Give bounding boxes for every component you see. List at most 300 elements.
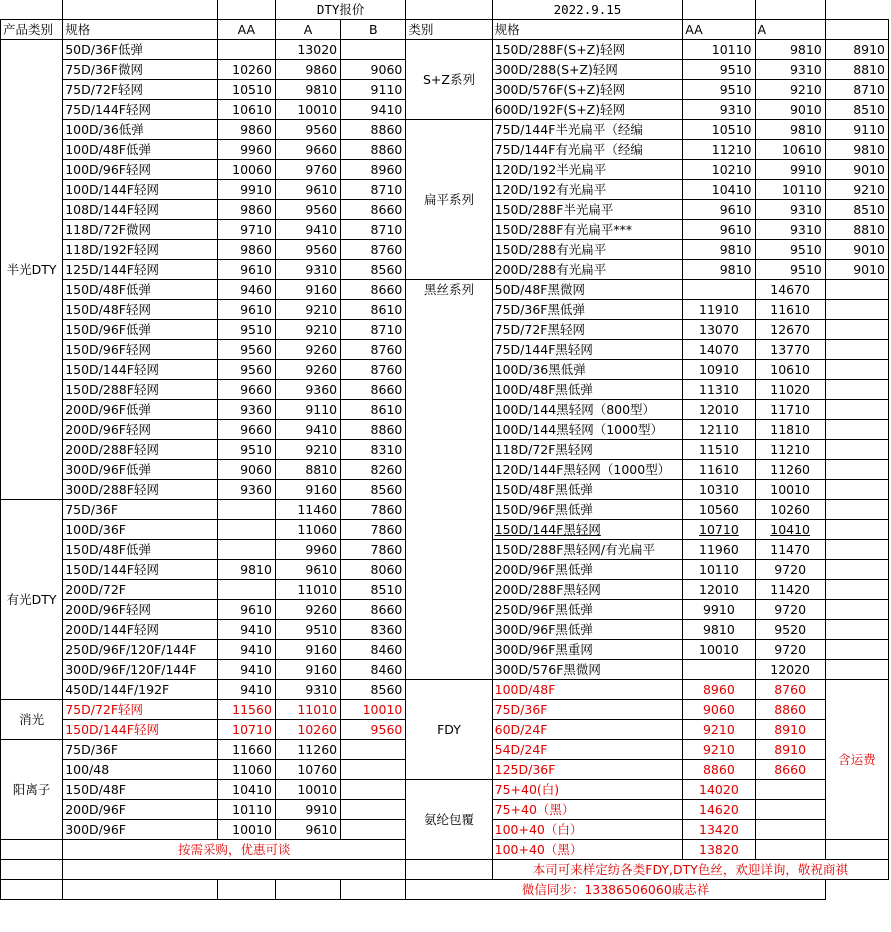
right-price-a-text: 9720 (774, 562, 807, 577)
left-price-a: 11010 (275, 700, 340, 720)
right-price-a-text: 9720 (774, 642, 807, 657)
right-price-b (825, 580, 888, 600)
right-spec-text: 120D/144F黑轻网（1000型） (494, 462, 671, 477)
right-spec-text: 75+40(白) (494, 782, 560, 797)
right-price-aa (683, 800, 755, 820)
right-price-a (755, 520, 825, 540)
left-price-b: 8560 (341, 680, 406, 700)
right-spec-text: 150D/288有光扁平 (494, 242, 607, 257)
table-row (1, 780, 889, 800)
left-price-b (341, 780, 406, 800)
left-spec: 250D/96F/120F/144F (63, 640, 218, 660)
right-spec-text: 100D/48F (494, 682, 556, 697)
right-spec (492, 680, 683, 700)
left-spec: 100/48 (63, 760, 218, 780)
left-price-a: 9810 (275, 80, 340, 100)
blank-cell (341, 880, 406, 900)
right-spec-text: 150D/288F(S+Z)轻网 (494, 42, 626, 57)
right-price-a (755, 240, 825, 260)
right-price-a-text: 9810 (789, 122, 822, 137)
left-spec: 118D/192F轻网 (63, 240, 218, 260)
right-price-a (755, 540, 825, 560)
right-spec-text: 300D/576F(S+Z)轻网 (494, 82, 626, 97)
right-price-aa-text: 12010 (699, 402, 739, 417)
right-price-a (755, 580, 825, 600)
right-spec-text: 200D/288F黑轻网 (494, 582, 601, 597)
right-price-a-text: 11610 (770, 302, 811, 317)
left-price-b: 8460 (341, 660, 406, 680)
header-empty-4 (406, 0, 492, 20)
left-spec: 300D/288F轻网 (63, 480, 218, 500)
right-spec (492, 660, 683, 680)
right-price-b (825, 380, 888, 400)
left-price-a: 9160 (275, 480, 340, 500)
left-price-b: 8960 (341, 160, 406, 180)
right-price-a-text: 12020 (770, 662, 811, 677)
left-price-b: 9110 (341, 80, 406, 100)
right-price-aa-text: 11910 (699, 302, 739, 317)
right-price-a-text: 9510 (789, 242, 822, 257)
right-price-aa (683, 340, 755, 360)
table-row (1, 300, 889, 320)
right-price-aa-text: 9510 (719, 82, 752, 97)
col-header-spec-2: 规格 (492, 20, 683, 40)
left-price-b (341, 740, 406, 760)
right-price-aa-text: 13070 (699, 322, 739, 337)
left-price-aa: 9410 (217, 680, 275, 700)
left-note: 按需采购，优惠可谈 (63, 840, 406, 860)
right-price-b (825, 400, 888, 420)
right-spec (492, 780, 683, 800)
left-price-b: 8660 (341, 280, 406, 300)
left-price-aa: 10110 (217, 800, 275, 820)
right-price-aa (683, 300, 755, 320)
left-price-b: 8860 (341, 420, 406, 440)
right-price-a (755, 500, 825, 520)
right-price-b: 8910 (825, 40, 888, 60)
left-price-b: 9060 (341, 60, 406, 80)
group-spandex: 氨纶包覆 (406, 780, 492, 860)
blank-cell (63, 880, 218, 900)
left-price-aa: 11060 (217, 760, 275, 780)
right-price-aa-text: 9610 (719, 222, 752, 237)
left-price-b (341, 40, 406, 60)
left-price-a: 9960 (275, 540, 340, 560)
left-spec: 75D/144F轻网 (63, 100, 218, 120)
right-price-b: 9210 (825, 180, 888, 200)
right-price-b (825, 620, 888, 640)
left-price-a: 9610 (275, 180, 340, 200)
left-price-aa: 10260 (217, 60, 275, 80)
left-price-b: 8760 (341, 240, 406, 260)
right-spec (492, 480, 683, 500)
right-price-a-text: 9520 (774, 622, 807, 637)
left-price-a: 9210 (275, 440, 340, 460)
right-spec (492, 160, 683, 180)
right-price-aa-text: 10310 (699, 482, 739, 497)
right-price-aa (683, 760, 755, 780)
right-price-a-text: 9510 (789, 262, 822, 277)
left-spec: 150D/48F (63, 780, 218, 800)
right-price-aa (683, 720, 755, 740)
left-spec: 100D/48F低弹 (63, 140, 218, 160)
left-price-aa (217, 520, 275, 540)
right-price-aa (683, 460, 755, 480)
right-price-aa-text: 11210 (711, 142, 752, 157)
right-price-a-text: 10010 (770, 482, 811, 497)
right-price-aa-text: 9810 (719, 242, 752, 257)
left-price-b: 8710 (341, 220, 406, 240)
left-price-a: 10010 (275, 100, 340, 120)
left-spec: 100D/36低弹 (63, 120, 218, 140)
left-price-aa: 9360 (217, 480, 275, 500)
right-spec (492, 100, 683, 120)
right-spec (492, 740, 683, 760)
left-spec: 100D/36F (63, 520, 218, 540)
right-spec-text: 75D/144F有光扁平（经编 (494, 142, 643, 157)
right-price-aa (683, 120, 755, 140)
right-price-a-text: 14670 (770, 282, 811, 297)
right-spec (492, 600, 683, 620)
left-price-a: 9160 (275, 640, 340, 660)
right-spec-text: 300D/576F黑微网 (494, 662, 601, 677)
right-price-a-text: 9810 (789, 42, 822, 57)
left-price-aa: 9410 (217, 620, 275, 640)
header-empty-3 (217, 0, 275, 20)
left-price-aa: 9360 (217, 400, 275, 420)
sheet-title: DTY报价 (275, 0, 405, 20)
right-spec (492, 820, 683, 840)
left-price-b: 10010 (341, 700, 406, 720)
right-price-b (825, 420, 888, 440)
right-spec-text: 300D/288(S+Z)轻网 (494, 62, 618, 77)
right-price-aa (683, 140, 755, 160)
right-price-a-text: 8760 (774, 682, 807, 697)
right-spec (492, 500, 683, 520)
right-price-a-text: 10260 (770, 502, 811, 517)
right-price-aa (683, 600, 755, 620)
group-fdy: FDY (406, 680, 492, 780)
left-price-a: 9210 (275, 320, 340, 340)
right-price-aa-text: 10410 (711, 182, 752, 197)
right-price-aa-text: 10710 (699, 522, 739, 537)
right-price-a-text: 9210 (789, 82, 822, 97)
table-row (1, 280, 889, 300)
left-price-b (341, 800, 406, 820)
left-price-a: 9310 (275, 680, 340, 700)
left-price-b: 7860 (341, 540, 406, 560)
left-price-aa: 9660 (217, 380, 275, 400)
left-price-a: 10010 (275, 780, 340, 800)
col-header-blank (825, 20, 888, 40)
col-header-a: A (275, 20, 340, 40)
right-price-b (825, 600, 888, 620)
right-price-b: 9010 (825, 160, 888, 180)
right-price-a (755, 120, 825, 140)
left-price-a: 9210 (275, 300, 340, 320)
left-price-aa: 9510 (217, 440, 275, 460)
right-spec (492, 520, 683, 540)
left-price-aa: 11560 (217, 700, 275, 720)
blank-cell (406, 860, 492, 880)
left-price-aa: 9860 (217, 120, 275, 140)
right-price-b (825, 440, 888, 460)
left-spec: 75D/36F微网 (63, 60, 218, 80)
right-price-b (825, 560, 888, 580)
right-price-aa (683, 100, 755, 120)
left-price-aa (217, 500, 275, 520)
right-price-aa-text: 10010 (699, 642, 739, 657)
left-price-b: 8510 (341, 580, 406, 600)
right-price-aa (683, 500, 755, 520)
right-spec-text: 150D/288F黑轻网/有光扁平 (494, 542, 656, 557)
group-flat: 扁平系列 (406, 120, 492, 280)
col-header-aa-2: AA (683, 20, 755, 40)
left-price-b: 8760 (341, 360, 406, 380)
left-price-b: 8260 (341, 460, 406, 480)
right-spec (492, 380, 683, 400)
col-header-b: B (341, 20, 406, 40)
right-price-a (755, 460, 825, 480)
right-spec-text: 125D/36F (494, 762, 556, 777)
right-price-aa-text: 10510 (711, 122, 752, 137)
left-spec: 100D/144F轻网 (63, 180, 218, 200)
right-price-aa-text: 9310 (719, 102, 752, 117)
left-price-aa (217, 580, 275, 600)
right-price-a-text: 9310 (789, 202, 822, 217)
right-price-aa-text: 11310 (699, 382, 739, 397)
right-spec (492, 800, 683, 820)
right-spec-text: 300D/96F黑重网 (494, 642, 593, 657)
right-price-aa-text: 9910 (702, 602, 735, 617)
left-spec: 200D/288F轻网 (63, 440, 218, 460)
right-price-aa (683, 580, 755, 600)
left-spec: 300D/96F低弹 (63, 460, 218, 480)
right-price-b: 9110 (825, 120, 888, 140)
left-price-a: 10260 (275, 720, 340, 740)
right-spec-text: 50D/48F黑微网 (494, 282, 585, 297)
left-price-a: 9310 (275, 260, 340, 280)
right-spec (492, 760, 683, 780)
right-price-b: 9010 (825, 260, 888, 280)
right-spec-text: 100D/144黑轻网（800型） (494, 402, 656, 417)
right-price-aa (683, 700, 755, 720)
blank-cell (825, 840, 888, 860)
right-spec-text: 120D/192有光扁平 (494, 182, 607, 197)
right-price-a (755, 420, 825, 440)
left-spec: 125D/144F轻网 (63, 260, 218, 280)
right-price-aa-text: 14620 (699, 802, 739, 817)
shipping-note: 含运费 (825, 680, 888, 840)
right-price-aa-text: 9610 (719, 202, 752, 217)
left-price-a: 9560 (275, 120, 340, 140)
group-matte: 消光 (1, 700, 63, 740)
left-spec: 75D/72F轻网 (63, 80, 218, 100)
left-price-aa: 10610 (217, 100, 275, 120)
left-spec: 150D/144F轻网 (63, 360, 218, 380)
left-price-b: 9410 (341, 100, 406, 120)
left-price-a: 9260 (275, 600, 340, 620)
left-price-a: 11460 (275, 500, 340, 520)
right-price-aa-text: 9060 (702, 702, 735, 717)
right-price-a (755, 700, 825, 720)
right-price-b (825, 280, 888, 300)
blank-cell (755, 840, 825, 860)
right-price-b (825, 540, 888, 560)
left-price-a: 9910 (275, 800, 340, 820)
right-spec (492, 40, 683, 60)
right-price-a (755, 740, 825, 760)
group-bright-dty: 有光DTY (1, 500, 63, 700)
right-spec-text: 200D/288有光扁平 (494, 262, 607, 277)
left-spec: 108D/144F轻网 (63, 200, 218, 220)
left-spec: 75D/36F (63, 740, 218, 760)
right-price-a-text: 11210 (770, 442, 811, 457)
right-price-aa (683, 620, 755, 640)
left-price-a: 8810 (275, 460, 340, 480)
right-price-a (755, 100, 825, 120)
left-price-aa: 10010 (217, 820, 275, 840)
right-price-a-text: 11810 (770, 422, 811, 437)
right-price-a-text: 11260 (770, 462, 811, 477)
right-price-aa (683, 200, 755, 220)
right-spec (492, 640, 683, 660)
right-price-a (755, 620, 825, 640)
right-spec (492, 700, 683, 720)
col-header-category-2: 类别 (406, 20, 492, 40)
right-spec-text: 100D/144黑轻网（1000型） (494, 422, 664, 437)
right-price-a (755, 360, 825, 380)
right-price-aa (683, 560, 755, 580)
left-spec: 150D/144F轻网 (63, 560, 218, 580)
right-price-aa (683, 540, 755, 560)
right-price-a (755, 560, 825, 580)
right-spec (492, 300, 683, 320)
left-price-b: 7860 (341, 520, 406, 540)
right-price-a-text: 8910 (774, 722, 807, 737)
right-price-b (825, 500, 888, 520)
table-row (1, 120, 889, 140)
left-price-b: 8760 (341, 340, 406, 360)
col-header-category: 产品类别 (1, 20, 63, 40)
right-price-aa (683, 420, 755, 440)
right-price-b: 9810 (825, 140, 888, 160)
right-spec (492, 540, 683, 560)
left-price-a: 9260 (275, 340, 340, 360)
right-spec (492, 260, 683, 280)
right-spec (492, 200, 683, 220)
left-spec: 200D/96F低弹 (63, 400, 218, 420)
left-price-b: 8710 (341, 180, 406, 200)
left-price-aa: 10410 (217, 780, 275, 800)
left-price-aa: 10510 (217, 80, 275, 100)
right-price-a (755, 60, 825, 80)
left-spec: 200D/96F轻网 (63, 420, 218, 440)
left-price-aa: 9410 (217, 660, 275, 680)
right-price-a (755, 280, 825, 300)
left-price-a: 9160 (275, 280, 340, 300)
left-spec: 50D/36F低弹 (63, 40, 218, 60)
right-price-aa-text: 9810 (702, 622, 735, 637)
group-semi-dty: 半光DTY (1, 40, 63, 500)
col-header-spec: 规格 (63, 20, 218, 40)
header-empty-7 (825, 0, 888, 20)
right-price-a (755, 680, 825, 700)
right-price-a (755, 600, 825, 620)
right-spec (492, 80, 683, 100)
header-empty-1 (1, 0, 63, 20)
right-price-a (755, 160, 825, 180)
right-spec-text: 75D/144F半光扁平（经编 (494, 122, 643, 137)
left-price-a: 11260 (275, 740, 340, 760)
left-price-b: 8860 (341, 120, 406, 140)
right-price-b (825, 300, 888, 320)
right-note-2: 微信同步：13386506060戚志祥 (406, 880, 825, 900)
right-price-a-text: 11710 (770, 402, 811, 417)
right-spec (492, 320, 683, 340)
blank-cell (1, 880, 63, 900)
right-price-b (825, 460, 888, 480)
left-spec: 300D/96F/120F/144F (63, 660, 218, 680)
right-price-b (825, 320, 888, 340)
right-price-a-text: 13770 (770, 342, 811, 357)
table-row (1, 880, 889, 900)
left-spec: 150D/144F轻网 (63, 720, 218, 740)
right-price-a-text: 9310 (789, 62, 822, 77)
left-price-a: 9160 (275, 660, 340, 680)
left-price-a: 9560 (275, 240, 340, 260)
right-price-aa (683, 400, 755, 420)
right-spec-text: 600D/192F(S+Z)轻网 (494, 102, 626, 117)
right-price-a (755, 200, 825, 220)
right-price-aa-text: 10910 (699, 362, 739, 377)
right-price-a-text: 11420 (770, 582, 811, 597)
right-spec (492, 140, 683, 160)
left-price-aa: 9860 (217, 200, 275, 220)
left-spec: 200D/96F (63, 800, 218, 820)
right-price-a (755, 340, 825, 360)
right-price-aa (683, 240, 755, 260)
right-price-aa (683, 160, 755, 180)
blank-cell (275, 880, 340, 900)
right-spec-text: 200D/96F黑低弹 (494, 562, 593, 577)
right-spec-text: 75D/36F黑低弹 (494, 302, 585, 317)
right-price-aa-text: 12010 (699, 582, 739, 597)
left-price-a: 9760 (275, 160, 340, 180)
right-spec-text: 100D/48F黑低弹 (494, 382, 593, 397)
right-price-b: 8810 (825, 60, 888, 80)
left-spec: 300D/96F (63, 820, 218, 840)
right-spec-text: 118D/72F黑轻网 (494, 442, 593, 457)
right-price-aa-text: 14020 (699, 782, 739, 797)
right-spec (492, 420, 683, 440)
left-price-aa: 9460 (217, 280, 275, 300)
right-price-a (755, 780, 825, 800)
group-black: 黑丝系列 (406, 280, 492, 300)
right-price-aa (683, 640, 755, 660)
left-price-a: 9660 (275, 140, 340, 160)
right-price-b (825, 660, 888, 680)
left-spec: 150D/48F低弹 (63, 540, 218, 560)
left-price-aa: 9060 (217, 460, 275, 480)
left-price-a: 9410 (275, 420, 340, 440)
right-price-a-text: 9310 (789, 222, 822, 237)
right-price-a (755, 180, 825, 200)
right-price-aa (683, 320, 755, 340)
left-price-aa: 9660 (217, 420, 275, 440)
right-price-aa (683, 480, 755, 500)
right-price-aa (683, 40, 755, 60)
